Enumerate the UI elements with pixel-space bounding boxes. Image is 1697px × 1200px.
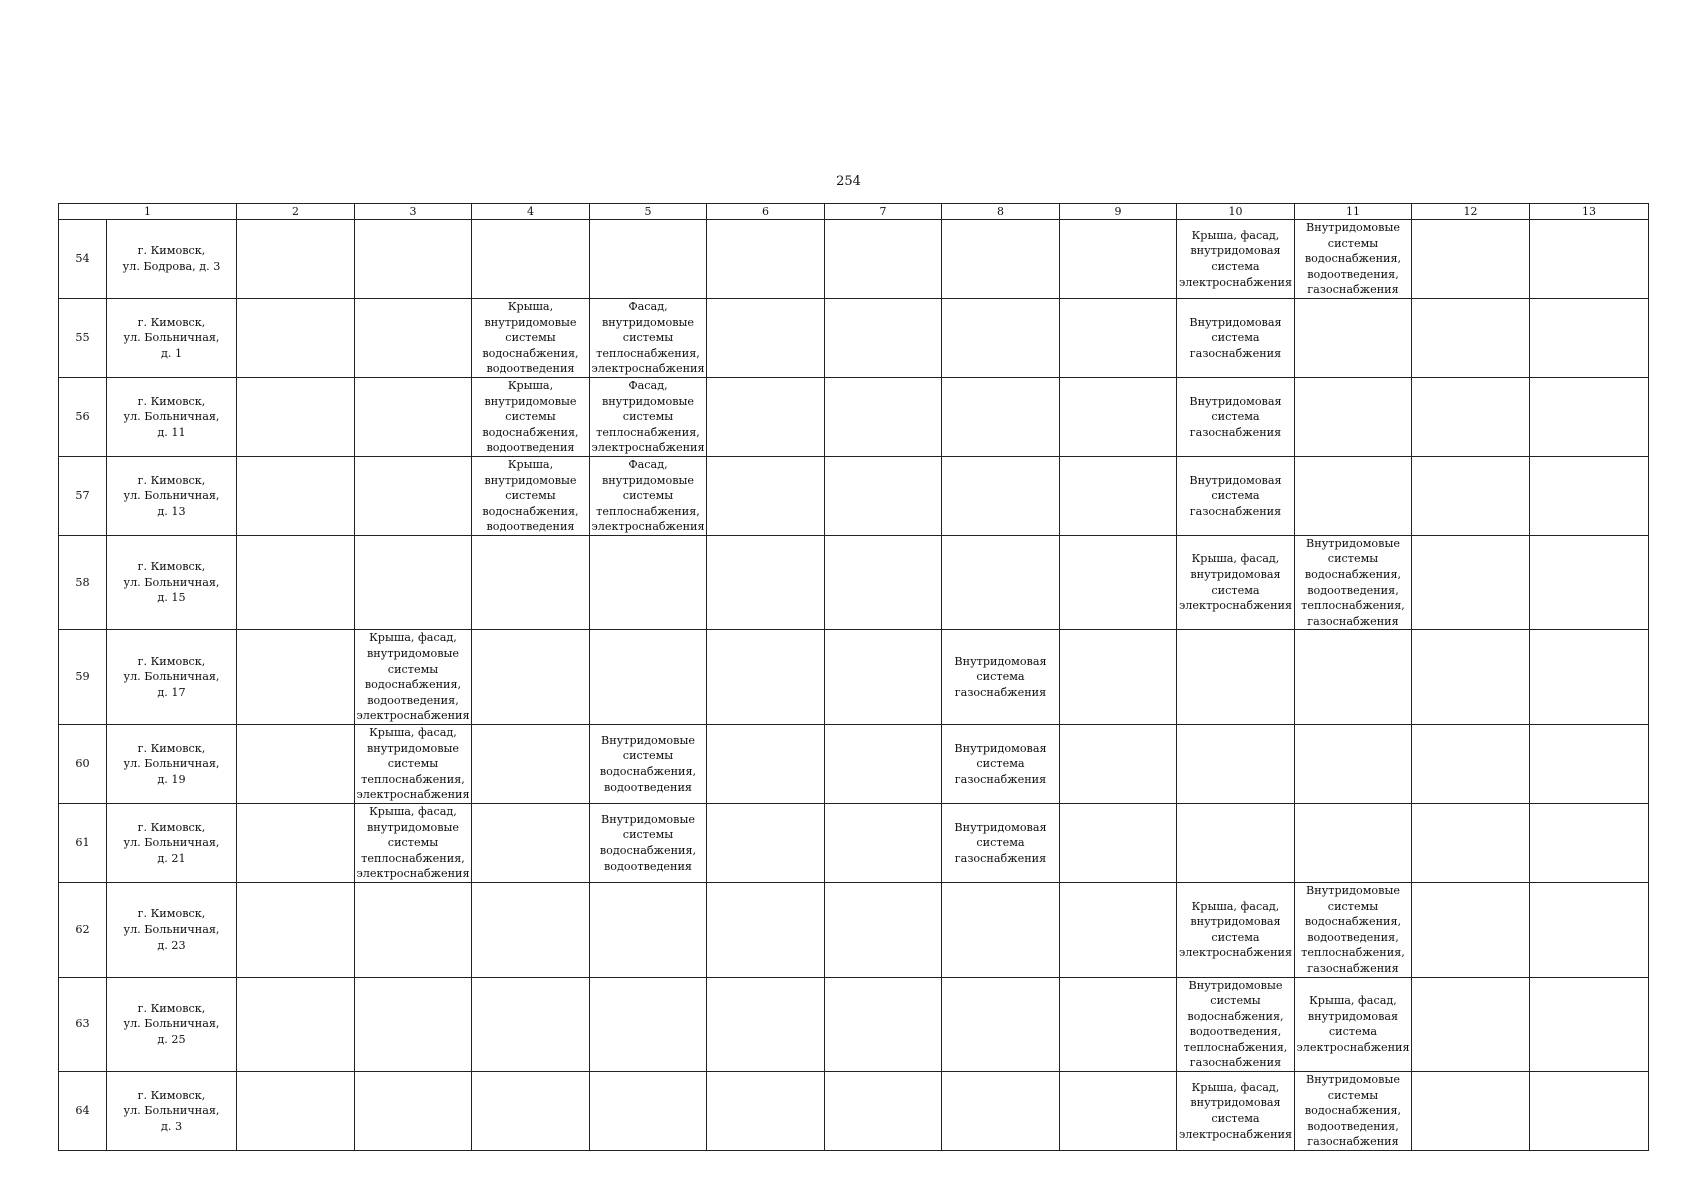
table-body xyxy=(59,220,1649,1151)
work-cell-9 xyxy=(1060,882,1177,977)
work-cell-8 xyxy=(942,377,1060,456)
work-cell-4 xyxy=(472,977,590,1072)
work-cell-12 xyxy=(1412,882,1530,977)
row-number-cell: 58 xyxy=(59,535,107,630)
work-cell-12 xyxy=(1412,630,1530,725)
work-cell-7 xyxy=(825,220,942,299)
row-number-cell: 57 xyxy=(59,456,107,535)
work-cell-5 xyxy=(590,630,707,725)
work-text: Внутридомовая система газоснабжения xyxy=(1189,315,1282,360)
work-cell-6 xyxy=(707,377,825,456)
work-cell-13 xyxy=(1530,882,1649,977)
work-cell-11 xyxy=(1295,456,1412,535)
column-number-row xyxy=(59,204,1649,220)
work-text: Крыша, фасад, внутридомовая система электроснабжения xyxy=(1178,228,1293,289)
work-cell-9 xyxy=(1060,377,1177,456)
table-row xyxy=(59,298,1649,377)
address-cell: г. Кимовск, ул. Больничная, д. 11 xyxy=(107,377,237,456)
work-cell-4 xyxy=(472,725,590,804)
work-cell-10 xyxy=(1177,298,1295,377)
work-cell-6 xyxy=(707,1072,825,1151)
work-cell-6 xyxy=(707,977,825,1072)
work-cell-8 xyxy=(942,456,1060,535)
work-cell-13 xyxy=(1530,1072,1649,1151)
address-cell: г. Кимовск, ул. Больничная, д. 3 xyxy=(107,1072,237,1151)
work-cell-4 xyxy=(472,377,590,456)
work-cell-5 xyxy=(590,456,707,535)
work-text: Крыша, фасад, внутридомовая система электроснабжения xyxy=(1296,994,1410,1054)
work-text: Внутридомовая система газоснабжения xyxy=(954,820,1047,865)
work-cell-3 xyxy=(355,882,472,977)
work-cell-10 xyxy=(1177,377,1295,456)
work-text: Внутридомовые системы водоснабжения, водоотведения, теплоснабжения, газоснабжения xyxy=(1301,536,1405,628)
page-number: 254 xyxy=(836,174,861,189)
column-header-8: 8 xyxy=(942,204,1060,220)
work-cell-7 xyxy=(825,377,942,456)
work-cell-9 xyxy=(1060,298,1177,377)
work-cell-12 xyxy=(1412,377,1530,456)
work-text: Крыша, фасад, внутридомовые системы теплоснабжения, электроснабжения xyxy=(356,726,470,802)
work-cell-13 xyxy=(1530,456,1649,535)
work-cell-7 xyxy=(825,535,942,630)
work-cell-10 xyxy=(1177,1072,1295,1151)
work-cell-6 xyxy=(707,725,825,804)
work-cell-10 xyxy=(1177,803,1295,882)
work-cell-13 xyxy=(1530,377,1649,456)
work-text: Внутридомовая система газоснабжения xyxy=(954,741,1047,786)
column-header-5: 5 xyxy=(590,204,707,220)
work-text: Крыша, внутридомовые системы водоснабжения, водоотведения xyxy=(482,378,579,455)
work-text: Фасад, внутридомовые системы теплоснабжения, электроснабжения xyxy=(591,378,705,455)
work-cell-3 xyxy=(355,220,472,299)
work-cell-2 xyxy=(237,298,355,377)
work-cell-9 xyxy=(1060,803,1177,882)
work-cell-2 xyxy=(237,803,355,882)
work-cell-9 xyxy=(1060,630,1177,725)
table-row xyxy=(59,630,1649,725)
work-cell-8 xyxy=(942,535,1060,630)
work-cell-12 xyxy=(1412,977,1530,1072)
work-cell-6 xyxy=(707,803,825,882)
work-cell-3 xyxy=(355,1072,472,1151)
work-cell-5 xyxy=(590,882,707,977)
column-header-11: 11 xyxy=(1295,204,1412,220)
work-cell-10 xyxy=(1177,630,1295,725)
work-cell-11 xyxy=(1295,1072,1412,1151)
work-cell-4 xyxy=(472,220,590,299)
work-text: Крыша, фасад, внутридомовая система электроснабжения xyxy=(1178,1080,1293,1141)
work-cell-6 xyxy=(707,882,825,977)
work-text: Внутридомовые системы водоснабжения, водоотведения, газоснабжения xyxy=(1304,221,1402,297)
work-cell-4 xyxy=(472,1072,590,1151)
work-cell-11 xyxy=(1295,377,1412,456)
address-cell: г. Кимовск, ул. Больничная, д. 13 xyxy=(107,456,237,535)
table-row xyxy=(59,725,1649,804)
work-cell-11 xyxy=(1295,882,1412,977)
work-cell-3 xyxy=(355,803,472,882)
work-cell-8 xyxy=(942,298,1060,377)
work-cell-12 xyxy=(1412,725,1530,804)
column-header-12: 12 xyxy=(1412,204,1530,220)
work-cell-11 xyxy=(1295,220,1412,299)
work-cell-7 xyxy=(825,298,942,377)
work-cell-4 xyxy=(472,882,590,977)
work-cell-10 xyxy=(1177,220,1295,299)
work-text: Крыша, фасад, внутридомовые системы теплоснабжения, электроснабжения xyxy=(356,804,470,881)
work-cell-9 xyxy=(1060,977,1177,1072)
work-cell-8 xyxy=(942,882,1060,977)
work-cell-13 xyxy=(1530,725,1649,804)
work-text: Внутридомовые системы водоснабжения, водоотведения, теплоснабжения, газоснабжения xyxy=(1301,883,1405,975)
work-cell-7 xyxy=(825,803,942,882)
work-cell-4 xyxy=(472,630,590,725)
work-cell-8 xyxy=(942,977,1060,1072)
work-cell-2 xyxy=(237,1072,355,1151)
work-cell-4 xyxy=(472,456,590,535)
work-cell-6 xyxy=(707,220,825,299)
address-cell: г. Кимовск, ул. Больничная, д. 1 xyxy=(107,298,237,377)
work-cell-9 xyxy=(1060,725,1177,804)
work-cell-5 xyxy=(590,803,707,882)
work-cell-5 xyxy=(590,977,707,1072)
address-cell: г. Кимовск, ул. Больничная, д. 17 xyxy=(107,630,237,725)
table-row xyxy=(59,456,1649,535)
work-cell-6 xyxy=(707,456,825,535)
work-cell-5 xyxy=(590,377,707,456)
work-text: Крыша, фасад, внутридомовая система электроснабжения xyxy=(1178,552,1293,613)
row-number-cell: 64 xyxy=(59,1072,107,1151)
address-cell: г. Кимовск, ул. Бодрова, д. 3 xyxy=(107,220,237,299)
work-text: Внутридомовая система газоснабжения xyxy=(1189,473,1282,518)
work-cell-2 xyxy=(237,630,355,725)
work-cell-6 xyxy=(707,298,825,377)
work-cell-8 xyxy=(942,725,1060,804)
table-row xyxy=(59,1072,1649,1151)
work-cell-5 xyxy=(590,220,707,299)
work-cell-2 xyxy=(237,725,355,804)
work-cell-12 xyxy=(1412,456,1530,535)
table-row xyxy=(59,977,1649,1072)
column-header-13: 13 xyxy=(1530,204,1649,220)
address-cell: г. Кимовск, ул. Больничная, д. 19 xyxy=(107,725,237,804)
work-cell-8 xyxy=(942,1072,1060,1151)
address-cell: г. Кимовск, ул. Больничная, д. 23 xyxy=(107,882,237,977)
work-cell-5 xyxy=(590,725,707,804)
work-cell-4 xyxy=(472,535,590,630)
work-text: Внутридомовая система газоснабжения xyxy=(954,654,1047,700)
work-cell-13 xyxy=(1530,977,1649,1072)
row-number-cell: 63 xyxy=(59,977,107,1072)
work-text: Внутридомовые системы водоснабжения, водоотведения xyxy=(599,812,697,873)
work-text: Крыша, фасад, внутридомовая система электроснабжения xyxy=(1178,899,1293,960)
work-cell-8 xyxy=(942,803,1060,882)
work-cell-10 xyxy=(1177,725,1295,804)
work-cell-3 xyxy=(355,725,472,804)
work-text: Внутридомовые системы водоснабжения, водоотведения xyxy=(599,733,697,794)
table-row xyxy=(59,882,1649,977)
work-cell-11 xyxy=(1295,298,1412,377)
work-cell-12 xyxy=(1412,803,1530,882)
work-cell-4 xyxy=(472,298,590,377)
work-cell-7 xyxy=(825,725,942,804)
work-cell-13 xyxy=(1530,535,1649,630)
work-cell-13 xyxy=(1530,298,1649,377)
work-cell-10 xyxy=(1177,535,1295,630)
work-cell-11 xyxy=(1295,630,1412,725)
work-cell-3 xyxy=(355,630,472,725)
column-header-4: 4 xyxy=(472,204,590,220)
work-text: Крыша, внутридомовые системы водоснабжения, водоотведения xyxy=(482,299,579,376)
work-cell-8 xyxy=(942,220,1060,299)
column-header-9: 9 xyxy=(1060,204,1177,220)
work-cell-7 xyxy=(825,456,942,535)
column-header-6: 6 xyxy=(707,204,825,220)
column-header-7: 7 xyxy=(825,204,942,220)
work-cell-2 xyxy=(237,977,355,1072)
table-row xyxy=(59,535,1649,630)
work-cell-13 xyxy=(1530,803,1649,882)
row-number-cell: 55 xyxy=(59,298,107,377)
work-cell-3 xyxy=(355,298,472,377)
work-text: Внутридомовая система газоснабжения xyxy=(1189,394,1282,439)
work-cell-9 xyxy=(1060,456,1177,535)
row-number-cell: 54 xyxy=(59,220,107,299)
work-cell-11 xyxy=(1295,725,1412,804)
work-text: Внутридомовые системы водоснабжения, водоотведения, теплоснабжения, газоснабжения xyxy=(1183,978,1288,1070)
work-cell-7 xyxy=(825,630,942,725)
column-header-3: 3 xyxy=(355,204,472,220)
row-number-cell: 62 xyxy=(59,882,107,977)
work-cell-3 xyxy=(355,977,472,1072)
work-cell-12 xyxy=(1412,298,1530,377)
work-cell-13 xyxy=(1530,630,1649,725)
work-cell-5 xyxy=(590,298,707,377)
work-text: Крыша, фасад, внутридомовые системы водоснабжения, водоотведения, электроснабжения xyxy=(356,631,470,723)
row-number-cell: 56 xyxy=(59,377,107,456)
row-number-cell: 59 xyxy=(59,630,107,725)
works-schedule-table xyxy=(58,203,1649,1151)
work-cell-7 xyxy=(825,1072,942,1151)
row-number-cell: 61 xyxy=(59,803,107,882)
work-cell-6 xyxy=(707,535,825,630)
work-cell-2 xyxy=(237,377,355,456)
work-cell-8 xyxy=(942,630,1060,725)
work-cell-9 xyxy=(1060,220,1177,299)
work-cell-11 xyxy=(1295,803,1412,882)
work-cell-4 xyxy=(472,803,590,882)
work-cell-11 xyxy=(1295,977,1412,1072)
row-number-cell: 60 xyxy=(59,725,107,804)
column-header-1: 1 xyxy=(59,204,237,220)
work-cell-3 xyxy=(355,456,472,535)
work-cell-2 xyxy=(237,535,355,630)
work-cell-11 xyxy=(1295,535,1412,630)
work-cell-10 xyxy=(1177,882,1295,977)
work-cell-10 xyxy=(1177,977,1295,1072)
work-cell-3 xyxy=(355,535,472,630)
work-cell-9 xyxy=(1060,1072,1177,1151)
work-text: Крыша, внутридомовые системы водоснабжения, водоотведения xyxy=(482,457,579,534)
table-row xyxy=(59,803,1649,882)
address-cell: г. Кимовск, ул. Больничная, д. 21 xyxy=(107,803,237,882)
work-cell-2 xyxy=(237,456,355,535)
work-cell-5 xyxy=(590,535,707,630)
work-cell-12 xyxy=(1412,535,1530,630)
work-cell-2 xyxy=(237,220,355,299)
work-cell-12 xyxy=(1412,1072,1530,1151)
work-cell-6 xyxy=(707,630,825,725)
work-cell-9 xyxy=(1060,535,1177,630)
table-row xyxy=(59,220,1649,299)
work-cell-3 xyxy=(355,377,472,456)
work-text: Фасад, внутридомовые системы теплоснабжения, электроснабжения xyxy=(591,299,705,376)
column-header-10: 10 xyxy=(1177,204,1295,220)
column-header-2: 2 xyxy=(237,204,355,220)
work-text: Внутридомовые системы водоснабжения, водоотведения, газоснабжения xyxy=(1304,1073,1402,1149)
work-text: Фасад, внутридомовые системы теплоснабжения, электроснабжения xyxy=(591,457,705,534)
work-cell-5 xyxy=(590,1072,707,1151)
work-cell-2 xyxy=(237,882,355,977)
address-cell: г. Кимовск, ул. Больничная, д. 15 xyxy=(107,535,237,630)
work-cell-7 xyxy=(825,977,942,1072)
work-cell-13 xyxy=(1530,220,1649,299)
work-cell-12 xyxy=(1412,220,1530,299)
work-cell-7 xyxy=(825,882,942,977)
work-cell-10 xyxy=(1177,456,1295,535)
address-cell: г. Кимовск, ул. Больничная, д. 25 xyxy=(107,977,237,1072)
table-row xyxy=(59,377,1649,456)
